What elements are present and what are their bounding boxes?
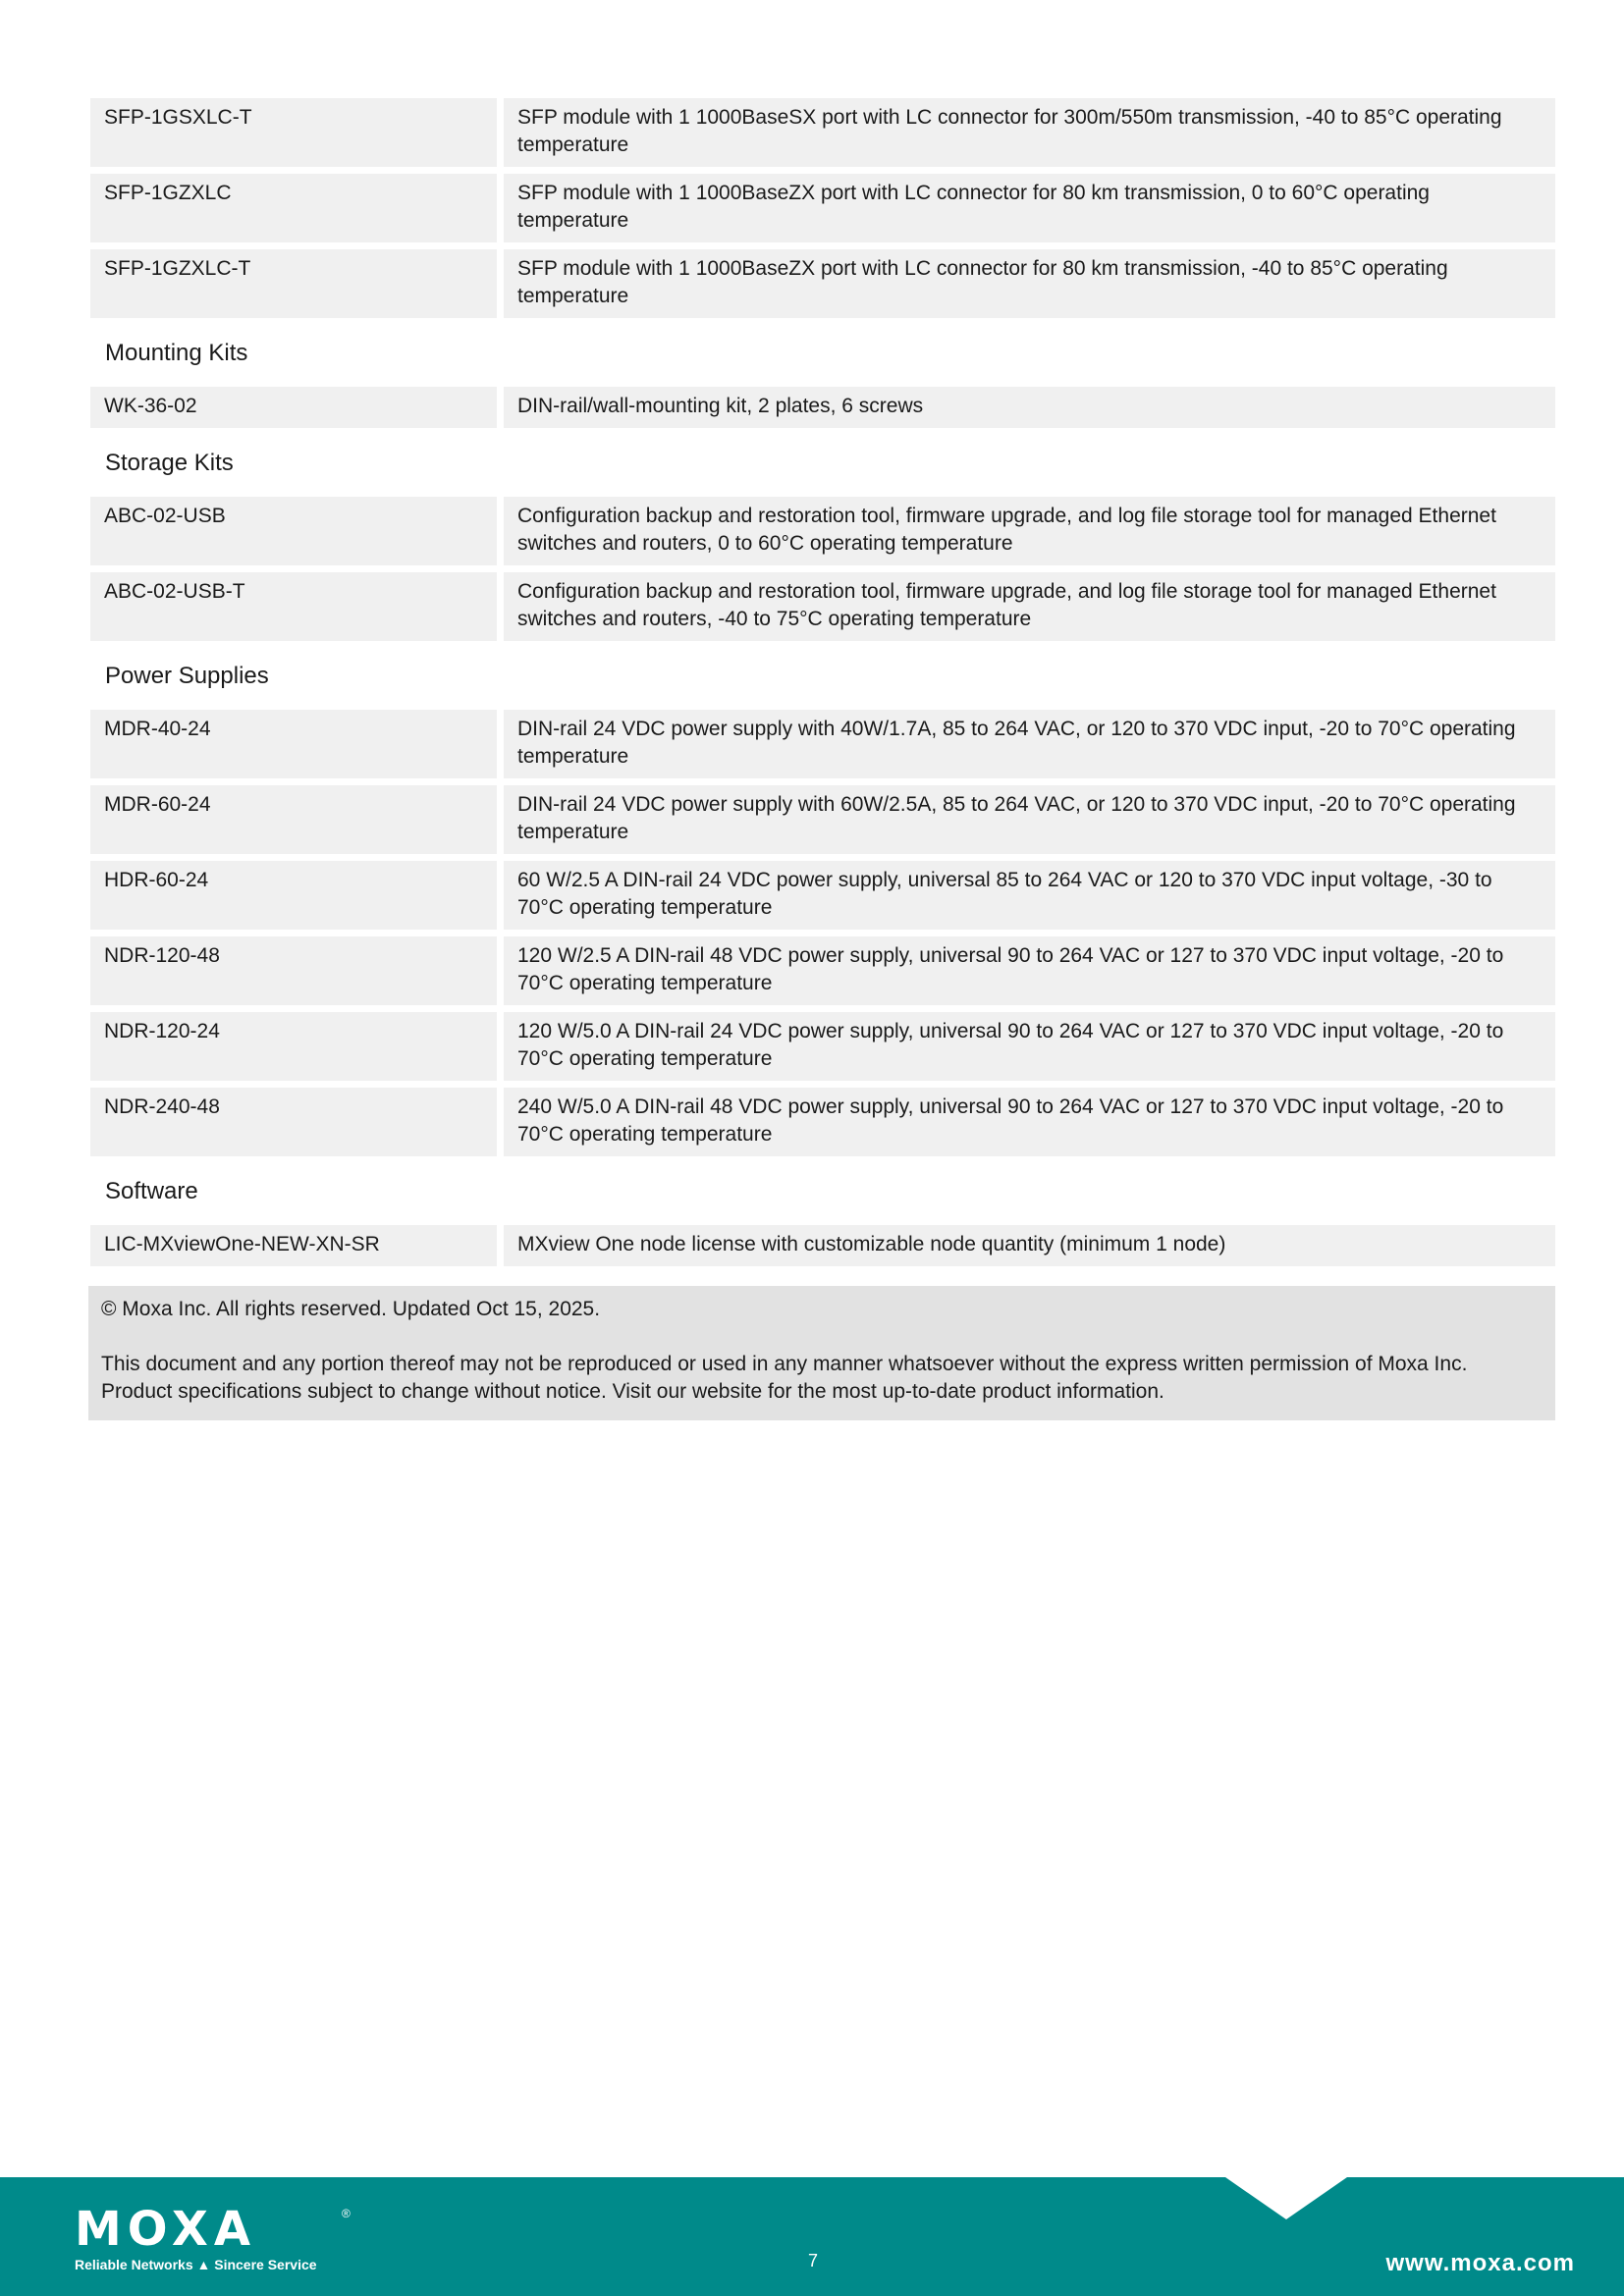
copyright-notice bbox=[88, 1286, 1555, 1420]
logo-wordmark: MOXA bbox=[75, 2202, 257, 2257]
model-description: DIN-rail 24 VDC power supply with 40W/1.7A, 85 to 264 VAC, or 120 to 370 VDC input, -20 to 70°C operating temperature bbox=[504, 710, 1555, 778]
model-description: Configuration backup and restoration tool, firmware upgrade, and log file storage tool for managed Ethernet switches and routers, -40 to 75°C operating temperature bbox=[504, 572, 1555, 641]
model-description: 120 W/5.0 A DIN-rail 24 VDC power supply, universal 90 to 264 VAC or 127 to 370 VDC input voltage, -20 to 70°C operating temperature bbox=[504, 1012, 1555, 1081]
accessories-table bbox=[90, 98, 1555, 1273]
model-description: MXview One node license with customizable node quantity (minimum 1 node) bbox=[504, 1225, 1555, 1266]
model-name: LIC-MXviewOne-NEW-XN-SR bbox=[90, 1225, 497, 1266]
table-row bbox=[90, 1012, 1555, 1081]
model-name: WK-36-02 bbox=[90, 387, 497, 428]
model-name: MDR-40-24 bbox=[90, 710, 497, 778]
table-row bbox=[90, 249, 1555, 318]
table-row bbox=[90, 572, 1555, 641]
model-description: Configuration backup and restoration tool, firmware upgrade, and log file storage tool for managed Ethernet switches and routers, 0 to 60°C operating temperature bbox=[504, 497, 1555, 565]
page-footer bbox=[0, 2177, 1624, 2296]
model-name: HDR-60-24 bbox=[90, 861, 497, 930]
model-description: SFP module with 1 1000BaseZX port with LC connector for 80 km transmission, 0 to 60°C operating temperature bbox=[504, 174, 1555, 242]
table-row bbox=[90, 98, 1555, 167]
table-row bbox=[90, 174, 1555, 242]
model-name: ABC-02-USB bbox=[90, 497, 497, 565]
section-title-software: Software bbox=[105, 1178, 198, 1204]
section-title-storage-kits: Storage Kits bbox=[105, 450, 234, 476]
table-row bbox=[90, 936, 1555, 1005]
section-title-power-supplies: Power Supplies bbox=[105, 663, 269, 689]
logo-tagline: Reliable Networks ▲ Sincere Service bbox=[75, 2257, 317, 2272]
moxa-logo bbox=[75, 2202, 351, 2273]
model-name: SFP-1GZXLC bbox=[90, 174, 497, 242]
table-row bbox=[90, 387, 1555, 428]
model-description: 120 W/2.5 A DIN-rail 48 VDC power supply, universal 90 to 264 VAC or 127 to 370 VDC input voltage, -20 to 70°C operating temperature bbox=[504, 936, 1555, 1005]
model-description: 240 W/5.0 A DIN-rail 48 VDC power supply, universal 90 to 264 VAC or 127 to 370 VDC input voltage, -20 to 70°C operating temperature bbox=[504, 1088, 1555, 1156]
model-name: SFP-1GSXLC-T bbox=[90, 98, 497, 167]
table-row bbox=[90, 861, 1555, 930]
model-description: 60 W/2.5 A DIN-rail 24 VDC power supply, universal 85 to 264 VAC or 120 to 370 VDC input voltage, -30 to 70°C operating temperature bbox=[504, 861, 1555, 930]
model-description: DIN-rail/wall-mounting kit, 2 plates, 6 screws bbox=[504, 387, 1555, 428]
copyright-line: © Moxa Inc. All rights reserved. Updated Oct 15, 2025. bbox=[101, 1298, 601, 1320]
model-name: NDR-120-48 bbox=[90, 936, 497, 1005]
model-name: NDR-240-48 bbox=[90, 1088, 497, 1156]
footer-notch bbox=[1225, 2177, 1347, 2219]
table-row bbox=[90, 785, 1555, 854]
table-row bbox=[90, 1088, 1555, 1156]
section-title-mounting-kits: Mounting Kits bbox=[105, 340, 248, 366]
model-name: ABC-02-USB-T bbox=[90, 572, 497, 641]
model-description: SFP module with 1 1000BaseZX port with LC connector for 80 km transmission, -40 to 85°C operating temperature bbox=[504, 249, 1555, 318]
legal-disclaimer: This document and any portion thereof may not be reproduced or used in any manner whatsoever without the express written permission of Moxa Inc. Product specifications subject to change without notice. Visit our website for the most up-to-date product information. bbox=[101, 1353, 1468, 1403]
model-description: SFP module with 1 1000BaseSX port with LC connector for 300m/550m transmission, -40 to 85°C operating temperature bbox=[504, 98, 1555, 167]
page-number: 7 bbox=[807, 2251, 818, 2270]
model-description: DIN-rail 24 VDC power supply with 60W/2.5A, 85 to 264 VAC, or 120 to 370 VDC input, -20 to 70°C operating temperature bbox=[504, 785, 1555, 854]
website-link[interactable]: www.moxa.com bbox=[1385, 2250, 1575, 2276]
table-row bbox=[90, 497, 1555, 565]
table-row bbox=[90, 1225, 1555, 1266]
registered-mark: ® bbox=[342, 2207, 351, 2220]
model-name: SFP-1GZXLC-T bbox=[90, 249, 497, 318]
model-name: MDR-60-24 bbox=[90, 785, 497, 854]
model-name: NDR-120-24 bbox=[90, 1012, 497, 1081]
table-row bbox=[90, 710, 1555, 778]
